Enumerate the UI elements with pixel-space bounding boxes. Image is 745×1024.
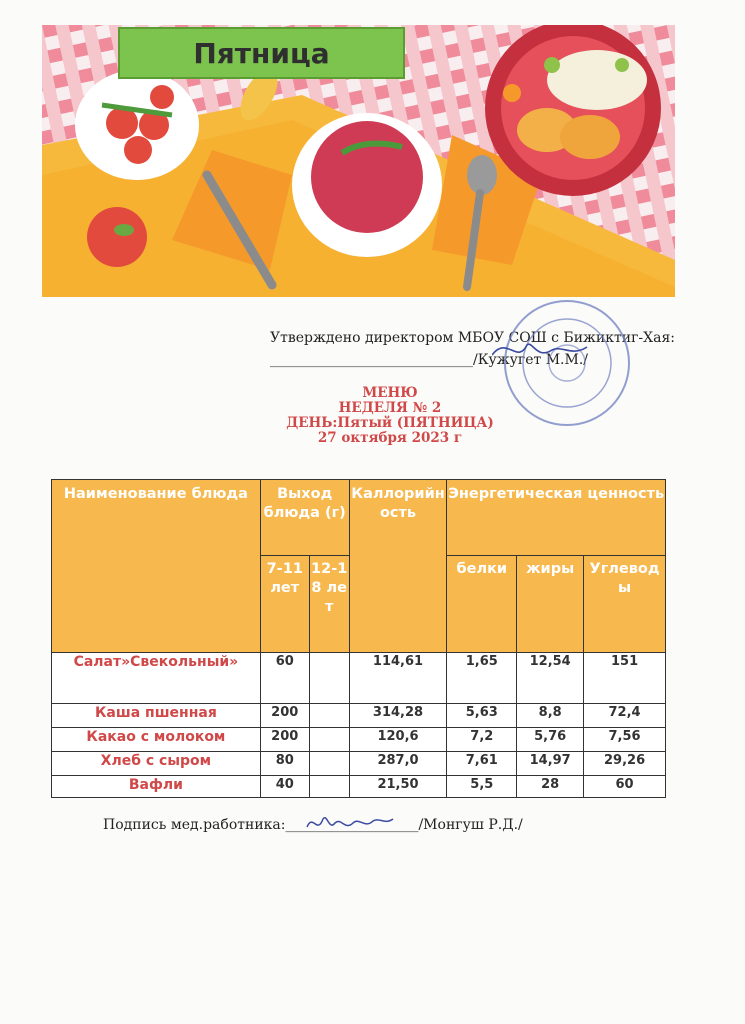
calories-value: 314,28 [349, 704, 447, 728]
medical-worker-name: /Монгуш Р.Д./ [418, 817, 523, 833]
approval-line: Утверждено директором МБОУ СОШ с Бижиктиг-Хая: [270, 330, 675, 346]
dish-name: Каша пшенная [52, 704, 261, 728]
portion-7-11: 40 [260, 776, 309, 798]
dish-name: Какао с молоком [52, 728, 261, 752]
medical-signature-label: Подпись мед.работника: [103, 817, 286, 833]
header-age-12-18: 12-18 лет [309, 556, 349, 653]
day-title-plate [118, 27, 405, 79]
header-output: Выход блюда (г) [260, 480, 349, 556]
carb-value: 7,56 [584, 728, 666, 752]
protein-value: 5,63 [447, 704, 517, 728]
calories-value: 114,61 [349, 653, 447, 704]
handwritten-signature [305, 809, 395, 839]
portion-7-11: 200 [260, 728, 309, 752]
carb-value: 72,4 [584, 704, 666, 728]
table-row [52, 752, 666, 776]
signature-blank: ___________________ [285, 817, 419, 833]
day-title: Пятница [193, 36, 330, 70]
signature-blank: _____________________________ [270, 352, 473, 368]
header-fats: жиры [517, 556, 584, 653]
banner-illustration [42, 25, 675, 297]
day-name: ДЕНЬ:Пятый (ПЯТНИЦА) [286, 415, 494, 431]
table-row [52, 728, 666, 752]
dish-name: Вафли [52, 776, 261, 798]
protein-value: 5,5 [447, 776, 517, 798]
portion-12-18 [309, 653, 349, 704]
menu-table [51, 479, 666, 798]
calories-value: 120,6 [349, 728, 447, 752]
carb-value: 151 [584, 653, 666, 704]
header-energy-value: Энергетическая ценность [447, 480, 666, 556]
fat-value: 8,8 [517, 704, 584, 728]
calories-value: 287,0 [349, 752, 447, 776]
header-carbs: Углеводы [584, 556, 666, 653]
fat-value: 12,54 [517, 653, 584, 704]
header-dish-name: Наименование блюда [52, 480, 261, 653]
protein-value: 7,61 [447, 752, 517, 776]
table-row [52, 776, 666, 798]
portion-7-11: 60 [260, 653, 309, 704]
portion-12-18 [309, 728, 349, 752]
carb-value: 60 [584, 776, 666, 798]
header-calories: Каллорийность [349, 480, 447, 653]
protein-value: 7,2 [447, 728, 517, 752]
fat-value: 14,97 [517, 752, 584, 776]
fat-value: 28 [517, 776, 584, 798]
calories-value: 21,50 [349, 776, 447, 798]
table-row [52, 704, 666, 728]
menu-date: 27 октября 2023 г [317, 430, 463, 446]
header-proteins: белки [447, 556, 517, 653]
portion-7-11: 200 [260, 704, 309, 728]
header-age-7-11: 7-11 лет [260, 556, 309, 653]
director-name: /Кужугет М.М./ [473, 352, 589, 368]
portion-12-18 [309, 776, 349, 798]
portion-7-11: 80 [260, 752, 309, 776]
portion-12-18 [309, 752, 349, 776]
fat-value: 5,76 [517, 728, 584, 752]
week-number: НЕДЕЛЯ № 2 [338, 400, 442, 416]
table-row [52, 653, 666, 704]
portion-12-18 [309, 704, 349, 728]
dish-name: Салат»Свекольный» [52, 653, 261, 704]
menu-title: МЕНЮ [362, 385, 418, 401]
dish-name: Хлеб с сыром [52, 752, 261, 776]
protein-value: 1,65 [447, 653, 517, 704]
carb-value: 29,26 [584, 752, 666, 776]
